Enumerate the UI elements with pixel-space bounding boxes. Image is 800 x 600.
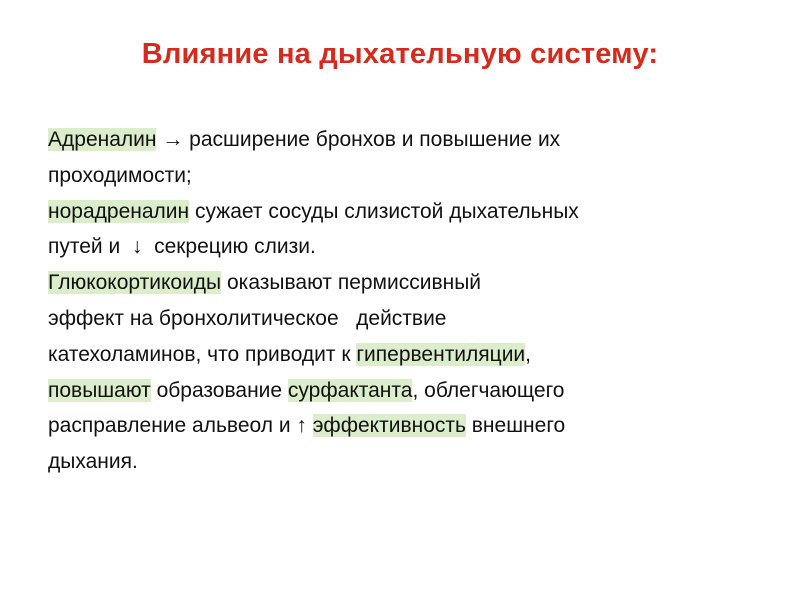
body-line-7 — [48, 337, 788, 373]
line-9-tail: внешнего — [465, 414, 566, 438]
term-surfactant: сурфактанта — [287, 378, 413, 402]
body-line-10 — [48, 444, 788, 480]
line-10-text: дыхания. — [48, 450, 138, 474]
body-line-2 — [48, 158, 788, 194]
line-7-text: катехоламинов, что приводит к — [48, 342, 357, 366]
body-line-8 — [48, 373, 788, 409]
term-noradrenaline: норадреналин — [48, 199, 190, 223]
line-2-text: проходимости; — [48, 163, 192, 187]
body-line-5 — [48, 265, 788, 301]
term-hyperventilation: гипервентиляции — [356, 342, 526, 366]
line-1-text: → расширение бронхов и повышение их — [156, 128, 561, 151]
line-4-text: путей и ↓ секрецию слизи. — [48, 235, 316, 259]
term-efficiency: эффективность — [312, 414, 466, 438]
line-9-text: расправление альвеол и ↑ — [48, 414, 313, 438]
body-line-3 — [48, 194, 788, 230]
line-8-text: образование — [150, 378, 288, 402]
line-6-text: эффект на бронхолитическое действие — [48, 306, 447, 330]
body-line-1 — [48, 122, 788, 158]
line-8-tail: , облегчающего — [412, 378, 565, 402]
term-glucocorticoids: Глюкокортикоиды — [48, 271, 222, 295]
line-7-comma: , — [525, 342, 531, 366]
line-5-text: оказывают пермиссивный — [221, 271, 482, 295]
body-line-6 — [48, 301, 788, 337]
line-3-text: сужает сосуды слизистой дыхательных — [189, 199, 579, 223]
term-increase: повышают — [48, 378, 151, 402]
body-line-9 — [48, 408, 788, 444]
slide-body — [48, 122, 788, 480]
slide-title: Влияние на дыхательную систему: — [141, 38, 659, 70]
body-line-4 — [48, 229, 788, 265]
term-adrenaline: Адреналин — [48, 128, 157, 151]
